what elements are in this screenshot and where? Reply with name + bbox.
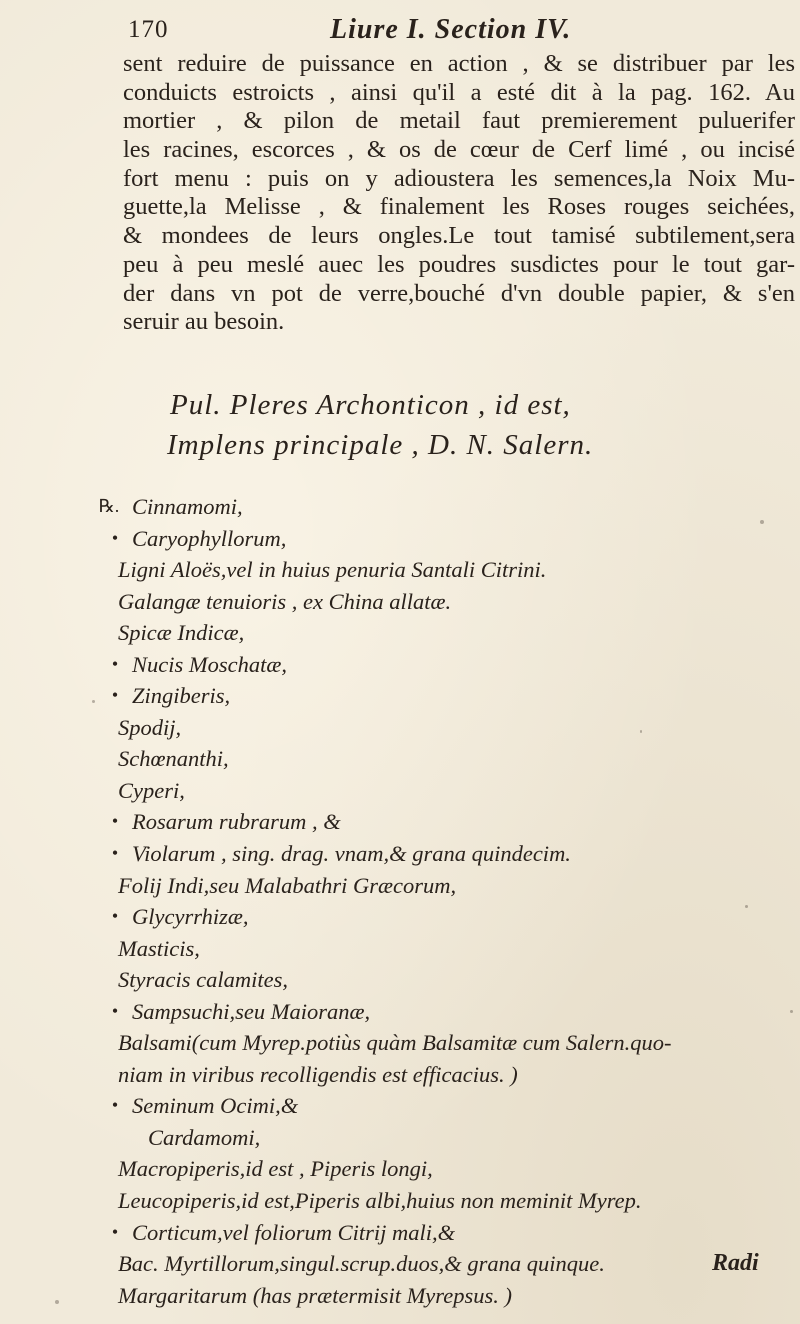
- text-line: mortier , & pilon de metail faut premierement puluerifer: [123, 107, 795, 135]
- ingredient-line: [88, 775, 788, 807]
- ingredient-text: Spicæ Indicæ,: [118, 620, 245, 646]
- ingredient-text: niam in viribus recolligendis est efficacius. ): [118, 1061, 518, 1087]
- ingredient-text: Masticis,: [118, 935, 200, 961]
- ingredient-text: Balsami(cum Myrep.potiùs quàm Balsamitæ cum Salern.quo-: [118, 1030, 672, 1056]
- ingredient-text: Bac. Myrtillorum,singul.scrup.duos,& grana quinque.: [118, 1251, 605, 1277]
- ingredient-text: Macropiperis,id est , Piperis longi,: [118, 1156, 433, 1182]
- running-title: Liure I. Section IV.: [330, 14, 572, 45]
- ingredient-line: [88, 617, 788, 649]
- text-line: conduicts estroicts , ainsi qu'il a esté dit à la pag. 162. Au: [123, 78, 795, 106]
- ingredient-line: [88, 523, 788, 555]
- ingredient-text: Caryophyllorum,: [132, 525, 287, 551]
- ingredient-text: Leucopiperis,id est,Piperis albi,huius non meminit Myrep.: [118, 1188, 642, 1214]
- ingredient-text: Folij Indi,seu Malabathri Græcorum,: [118, 872, 457, 898]
- page-number: 170: [128, 16, 169, 43]
- ingredient-text: Schœnanthi,: [118, 746, 229, 772]
- ingredient-line: [88, 554, 788, 586]
- ingredient-line: [88, 680, 788, 712]
- ingredient-line: [88, 1059, 788, 1091]
- ingredient-text: Ligni Aloës,vel in huius penuria Santali Citrini.: [118, 557, 547, 583]
- ingredient-text: Nucis Moschatæ,: [132, 651, 287, 677]
- margin-mark: •: [111, 811, 119, 832]
- ingredient-text: Glycyrrhizæ,: [132, 904, 249, 930]
- recipe-heading-line: Pul. Pleres Archonticon , id est,: [170, 389, 571, 421]
- ingredient-line: [88, 806, 788, 838]
- margin-mark: •: [111, 685, 119, 706]
- recipe-heading: [167, 385, 770, 465]
- ingredient-text: Sampsuchi,seu Maioranæ,: [132, 998, 371, 1024]
- ingredient-line: [88, 1027, 788, 1059]
- margin-mark: •: [111, 653, 119, 674]
- ingredient-line: [88, 838, 788, 870]
- ingredient-list: [88, 491, 788, 1311]
- ingredient-text: Margaritarum (has prætermisit Myrepsus. ): [118, 1282, 512, 1308]
- ingredient-line: [88, 964, 788, 996]
- ingredient-line: [88, 491, 788, 523]
- ingredient-text: Zingiberis,: [132, 683, 231, 709]
- margin-mark: •: [111, 527, 119, 548]
- ingredient-line: [88, 1122, 788, 1154]
- ingredient-text: Styracis calamites,: [118, 967, 288, 993]
- ingredient-line: [88, 996, 788, 1028]
- ingredient-line: [88, 1217, 788, 1249]
- ingredient-text: Seminum Ocimi,&: [132, 1093, 299, 1119]
- ingredient-line: [88, 1248, 788, 1280]
- ingredient-text: Rosarum rubrarum , &: [132, 809, 341, 835]
- text-line: les racines, escorces , & os de cœur de Cerf limé , ou incisé: [123, 136, 795, 164]
- text-line: & mondees de leurs ongles.Le tout tamisé subtilement,sera: [123, 222, 795, 250]
- text-line: peu à peu meslé auec les poudres susdictes pour le tout gar-: [123, 250, 795, 278]
- margin-mark: •: [111, 1000, 119, 1021]
- running-head: [0, 14, 800, 48]
- text-line: seruir au besoin.: [123, 308, 285, 336]
- margin-mark: •: [111, 843, 119, 864]
- french-paragraph: [123, 50, 795, 337]
- ingredient-line: [88, 743, 788, 775]
- ingredient-text: Galangæ tenuioris , ex China allatæ.: [118, 588, 452, 614]
- text-line: fort menu : puis on y adioustera les semences,la Noix Mu-: [123, 164, 795, 192]
- margin-mark: •: [111, 1221, 119, 1242]
- ingredient-line: [88, 1280, 788, 1312]
- margin-mark: ℞.: [98, 496, 120, 516]
- ingredient-line: [88, 712, 788, 744]
- text-line: guette,la Melisse , & finalement les Roses rouges seichées,: [123, 193, 795, 221]
- text-line: der dans vn pot de verre,bouché d'vn double papier, & s'en: [123, 279, 795, 307]
- recipe-heading-line: Implens principale , D. N. Salern.: [167, 429, 594, 461]
- ingredient-line: [88, 1153, 788, 1185]
- ingredient-line: [88, 586, 788, 618]
- ingredient-text: Spodij,: [118, 714, 182, 740]
- ingredient-text: Corticum,vel foliorum Citrij mali,&: [132, 1219, 456, 1245]
- ingredient-line: [88, 649, 788, 681]
- ingredient-text: Cardamomi,: [148, 1124, 261, 1150]
- margin-mark: •: [111, 906, 119, 927]
- margin-mark: •: [111, 1095, 119, 1116]
- ingredient-line: [88, 1185, 788, 1217]
- catchword: Radi: [712, 1250, 759, 1276]
- text-line: sent reduire de puissance en action , & se distribuer par les: [123, 50, 795, 77]
- ingredient-text: Violarum , sing. drag. vnam,& grana quindecim.: [132, 841, 571, 867]
- ingredient-text: Cyperi,: [118, 777, 185, 803]
- ingredient-line: [88, 933, 788, 965]
- ingredient-line: [88, 870, 788, 902]
- ingredient-text: Cinnamomi,: [132, 494, 243, 519]
- ingredient-line: [88, 901, 788, 933]
- ingredient-line: [88, 1090, 788, 1122]
